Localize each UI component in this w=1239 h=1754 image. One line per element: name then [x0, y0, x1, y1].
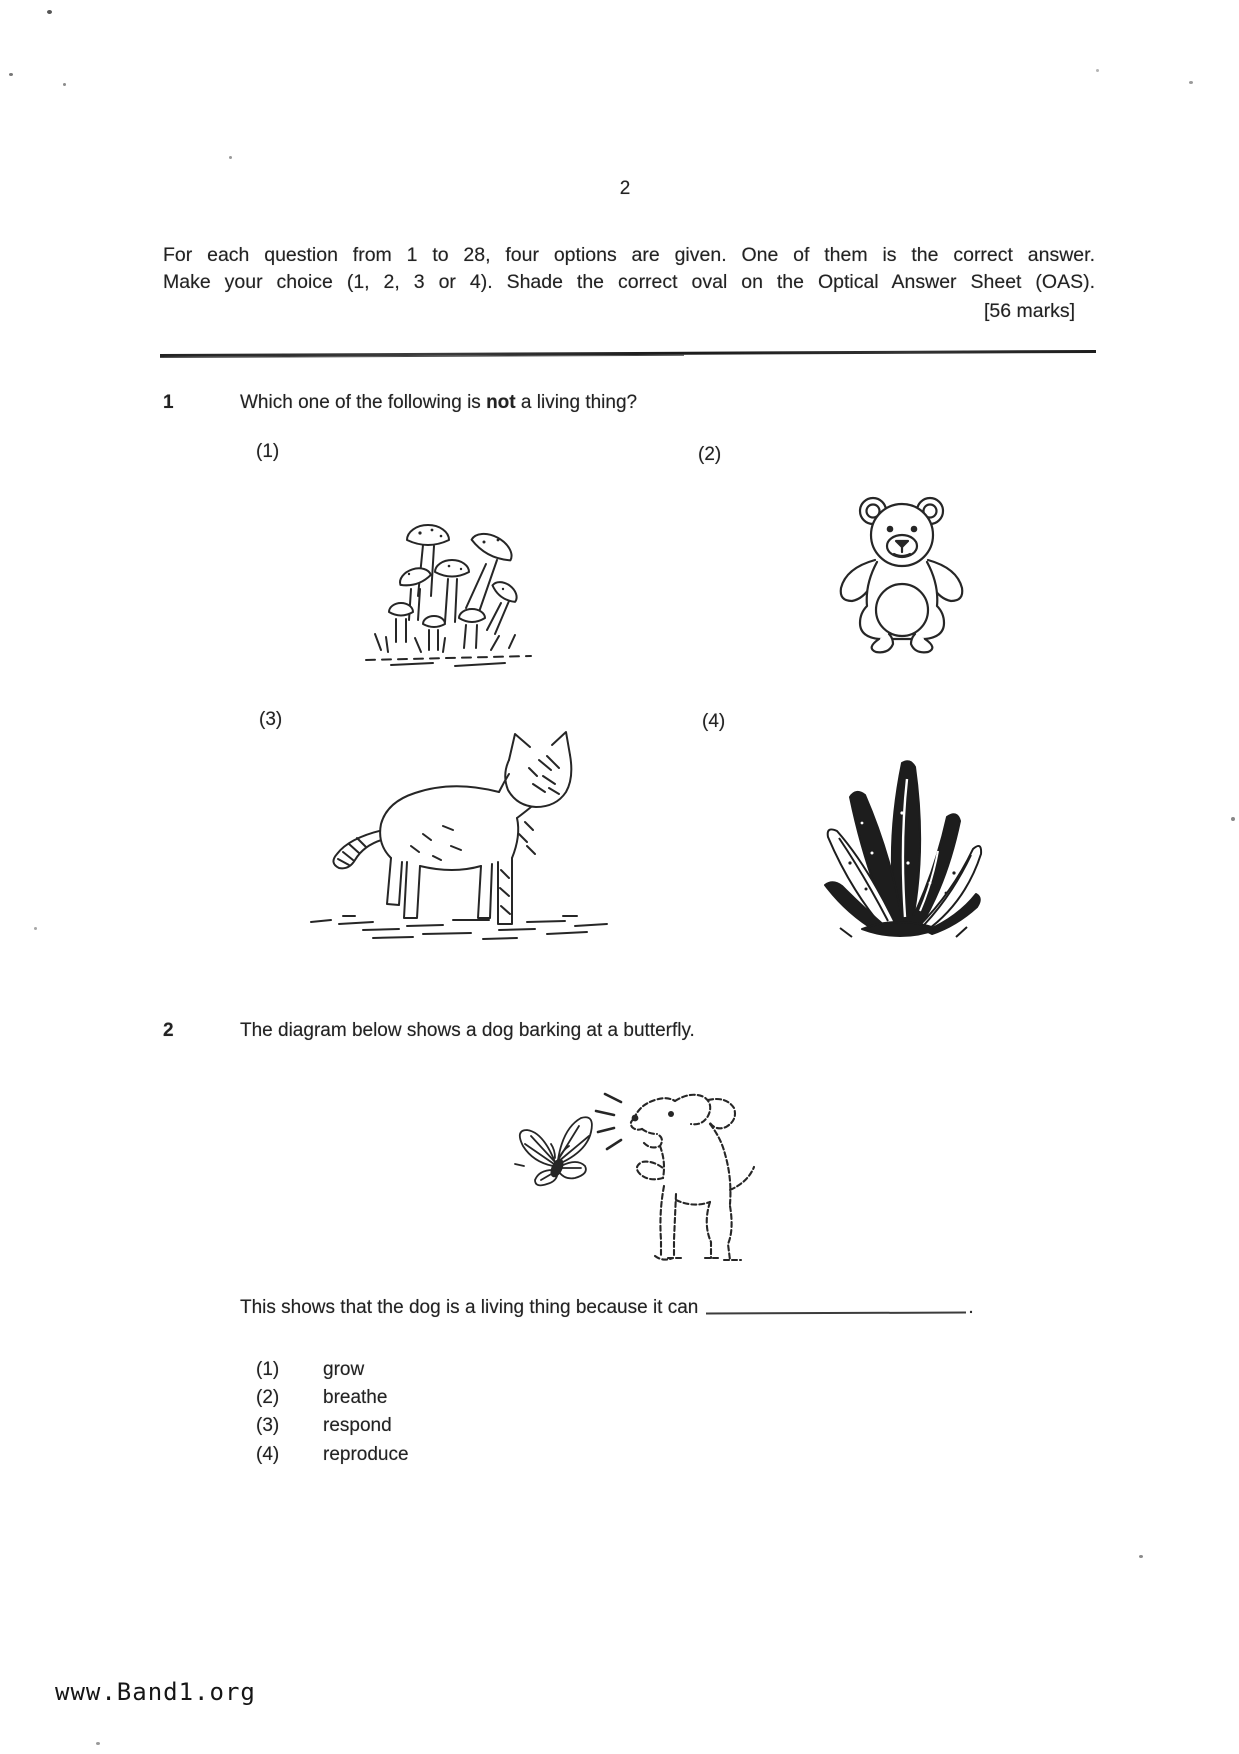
scan-speck: [34, 927, 37, 930]
q1-option-1-label: (1): [256, 441, 280, 462]
scan-speck: [1189, 81, 1193, 84]
question-2-text: The diagram below shows a dog barking at a butterfly.: [240, 1020, 695, 1041]
q1-text-bold: not: [486, 392, 516, 413]
q2-option-3-label: (3): [256, 1415, 280, 1436]
scan-speck: [47, 10, 52, 14]
question-2-number: 2: [163, 1020, 174, 1041]
q2-option-2-text: breathe: [323, 1387, 388, 1408]
cat-image: [303, 730, 615, 942]
mushrooms-image: [363, 500, 535, 672]
q2-option-row-4: [256, 1441, 676, 1470]
q1-text-prefix: Which one of the following is: [240, 392, 487, 413]
instructions-line-2: Make your choice (1, 2, 3 or 4). Shade the correct oval on the Optical Answer Sheet (OAS).: [163, 271, 1095, 293]
teddy-bear-drawing: [826, 486, 978, 654]
q2-option-row-1: [256, 1356, 676, 1385]
q1-text-suffix: a living thing?: [515, 392, 638, 413]
q1-option-2-label: (2): [698, 444, 722, 465]
question-1-text: [240, 392, 637, 414]
footer-watermark-url: www.Band1.org: [55, 1678, 256, 1706]
mushrooms-drawing: [363, 500, 535, 672]
section-divider-line: [160, 350, 1096, 360]
q2-option-row-3: [256, 1412, 676, 1441]
answer-blank: [706, 1308, 966, 1315]
q2-option-4-label: (4): [256, 1444, 280, 1465]
q1-option-3-label: (3): [259, 709, 283, 730]
scan-speck: [96, 1742, 100, 1745]
dog-barking-at-butterfly-image: [503, 1088, 771, 1270]
instructions-block: [163, 242, 1095, 325]
q2-option-3-text: respond: [323, 1415, 392, 1436]
cat-drawing: [303, 730, 615, 942]
scan-speck: [63, 83, 66, 86]
dog-butterfly-drawing: [503, 1088, 771, 1270]
teddy-bear-image: [826, 486, 978, 654]
question-1-number: 1: [163, 392, 174, 413]
q2-statement-text: This shows that the dog is a living thing because it can: [240, 1297, 699, 1318]
q2-option-row-2: [256, 1384, 676, 1413]
q1-option-4-label: (4): [702, 711, 726, 732]
instructions-line-1: For each question from 1 to 28, four options are given. One of them is the correct answer.: [163, 244, 1095, 266]
marks-total: [56 marks]: [983, 300, 1075, 322]
plant-image: [806, 733, 990, 943]
scan-speck: [9, 73, 13, 76]
q2-option-1-text: grow: [323, 1359, 365, 1380]
q2-option-2-label: (2): [256, 1387, 280, 1408]
scan-speck: [229, 156, 232, 159]
scan-speck: [1231, 817, 1235, 821]
q2-option-4-text: reproduce: [323, 1444, 409, 1465]
page-number: 2: [619, 178, 631, 199]
q2-statement: [240, 1297, 974, 1319]
q2-statement-period: .: [968, 1297, 974, 1318]
q2-option-1-label: (1): [256, 1359, 280, 1380]
scan-speck: [1096, 69, 1099, 72]
scan-speck: [1139, 1555, 1143, 1558]
plant-drawing: [806, 733, 990, 943]
